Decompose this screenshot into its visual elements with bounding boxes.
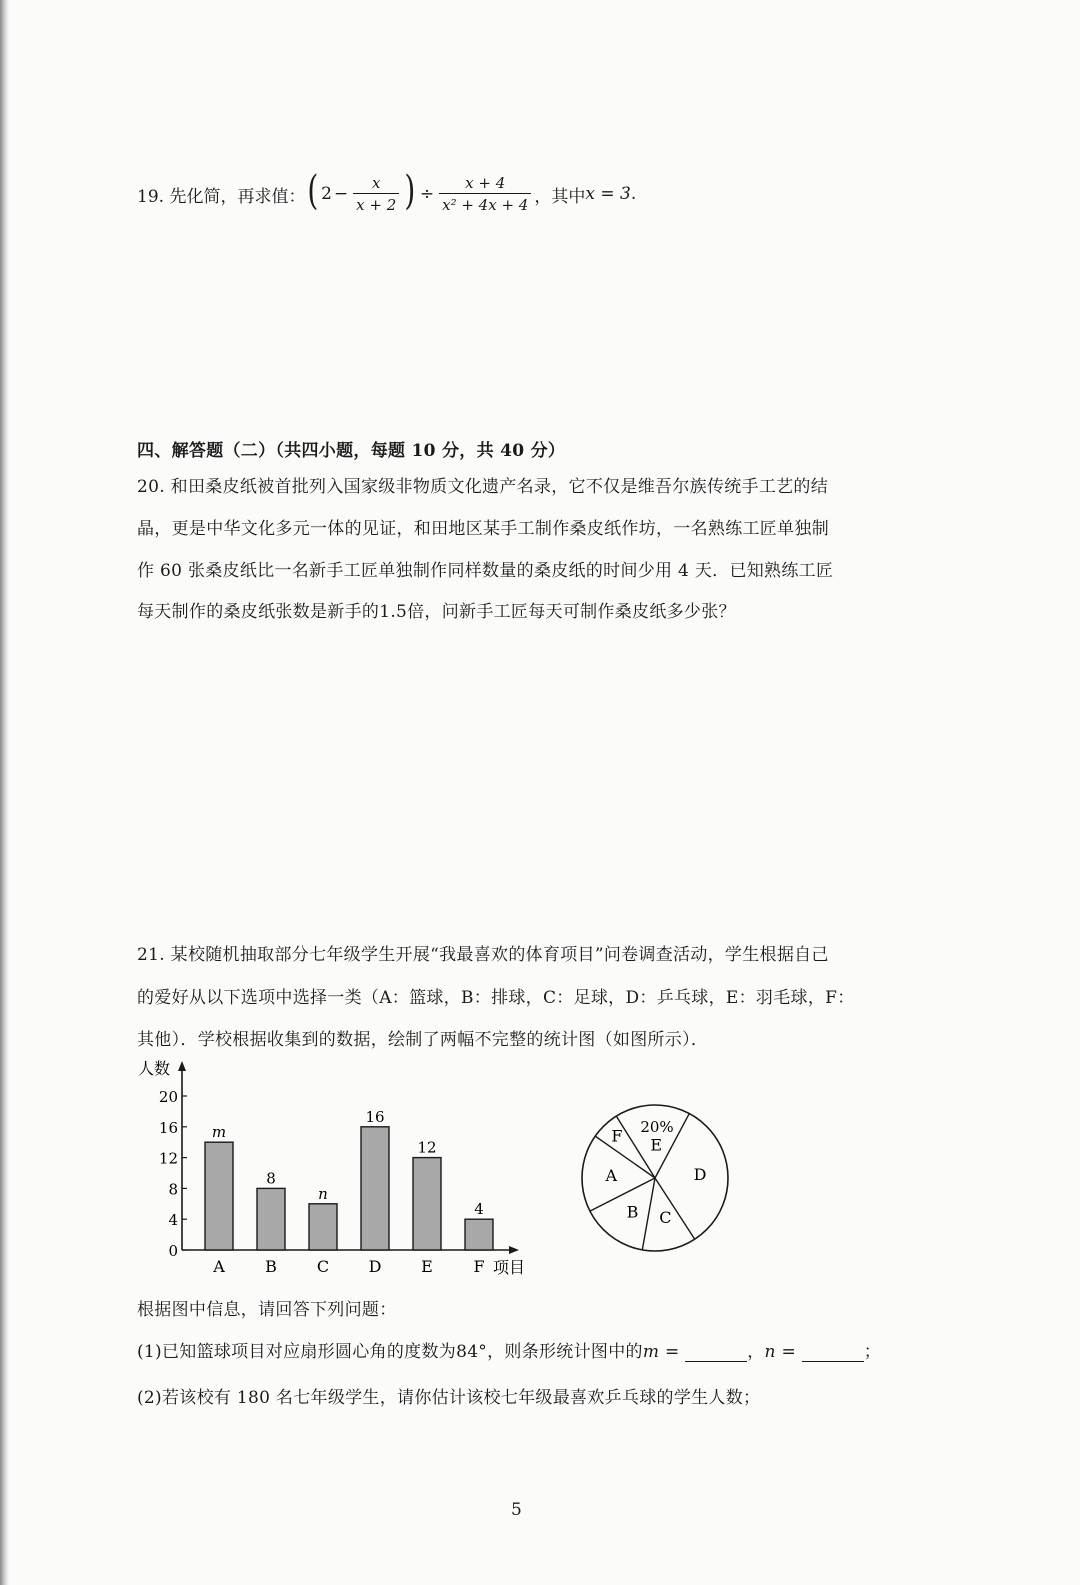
bar-chart — [120, 1055, 550, 1285]
pie-slice-label: D — [693, 1165, 707, 1185]
x-tick-label: E — [421, 1257, 433, 1276]
left-paren: ( — [307, 168, 319, 214]
y-tick-label: 20 — [158, 1088, 178, 1106]
bar — [465, 1219, 493, 1250]
bar — [309, 1204, 337, 1250]
x-axis-arrow — [509, 1246, 519, 1254]
bar — [257, 1188, 285, 1250]
page-number: 5 — [511, 1500, 522, 1520]
q20-line: 每天制作的桑皮纸张数是新手的1.5倍，问新手工匠每天可制作桑皮纸多少张？ — [137, 602, 736, 622]
question-19 — [137, 168, 636, 220]
fraction-denominator: x + 2 — [353, 193, 399, 214]
equals: = — [659, 1342, 686, 1362]
scan-edge-shadow — [0, 0, 9, 1585]
bar-value-label: 16 — [365, 1107, 385, 1126]
x-tick-label: F — [473, 1257, 485, 1276]
q19-two: 2 — [321, 184, 332, 204]
q19-divide: ÷ — [419, 184, 435, 204]
fraction-numerator: x — [371, 174, 381, 192]
fraction-numerator: x + 4 — [465, 174, 506, 192]
q19-condition: x = 3 — [585, 184, 631, 204]
semicolon: ； — [863, 1342, 882, 1362]
q19-minus: − — [333, 184, 349, 204]
answer-blank-n[interactable] — [802, 1343, 864, 1362]
q19-fraction-1 — [353, 174, 399, 214]
bar — [205, 1142, 233, 1250]
bar — [413, 1158, 441, 1250]
q20-line: 晶，更是中华文化多元一体的见证，和田地区某手工制作桑皮纸作坊，一名熟练工匠单独制 — [137, 519, 829, 539]
q19-fraction-2 — [439, 174, 531, 214]
y-tick-label: 12 — [158, 1149, 178, 1168]
bar-value-label: m — [211, 1123, 227, 1142]
pie-slice-label: E — [650, 1135, 663, 1155]
x-tick-label: B — [265, 1257, 277, 1276]
pie-slice-label: F — [611, 1126, 623, 1146]
fraction-denominator: x² + 4x + 4 — [439, 193, 531, 214]
part1-text: (1)已知篮球项目对应扇形圆心角的度数为84°，则条形统计图中的 — [137, 1342, 643, 1362]
q21-line: 21. 某校随机抽取部分七年级学生开展“我最喜欢的体育项目”问卷调查活动，学生根据自己 — [137, 945, 829, 965]
section-title: 四、解答题（二）（共四小题，每题 10 分，共 40 分） — [137, 441, 566, 461]
x-tick-label: C — [316, 1257, 330, 1276]
var-m: m — [642, 1342, 660, 1362]
q20-line: 20. 和田桑皮纸被首批列入国家级非物质文化遗产名录，它不仅是维吾尔族传统手工艺的结 — [137, 477, 829, 497]
q21-line: 的爱好从以下选项中选择一类（A：篮球，B：排球，C：足球，D：乒乓球，E：羽毛球，F： — [137, 988, 855, 1008]
pie-divider — [642, 1178, 655, 1250]
var-n: n — [764, 1342, 776, 1362]
x-axis-label: 项目 — [493, 1258, 526, 1277]
y-axis-label: 人数 — [138, 1059, 171, 1078]
bar-value-label: 4 — [474, 1200, 484, 1219]
q21-part-1 — [137, 1337, 881, 1362]
y-tick-label: 8 — [168, 1180, 178, 1199]
pie-slice-label: C — [659, 1207, 672, 1227]
y-axis-arrow — [178, 1061, 186, 1071]
y-tick-label: 4 — [168, 1211, 178, 1230]
answer-blank-m[interactable] — [685, 1343, 747, 1362]
q20-line: 作 60 张桑皮纸比一名新手工匠单独制作同样数量的桑皮纸的时间少用 4 天．已知熟练工匠 — [137, 561, 834, 581]
pie-divider — [590, 1178, 655, 1211]
bar-value-label: 12 — [417, 1138, 437, 1157]
pie-divider — [595, 1136, 655, 1178]
x-tick-label: A — [213, 1257, 225, 1276]
y-tick-label: 16 — [158, 1118, 178, 1137]
q21-prompt: 根据图中信息，请回答下列问题： — [137, 1300, 397, 1320]
q21-line: 其他）．学校根据收集到的数据，绘制了两幅不完整的统计图（如图所示）． — [137, 1030, 709, 1050]
right-paren: ) — [404, 168, 416, 214]
q19-prefix: 19. 先化简，再求值： — [137, 186, 306, 207]
equals: = — [775, 1342, 802, 1362]
q21-part-2: (2)若该校有 180 名七年级学生，请你估计该校七年级最喜欢乒乓球的学生人数； — [137, 1388, 761, 1408]
pie-slice-label: B — [626, 1202, 639, 1222]
bar — [361, 1127, 389, 1250]
pie-chart — [570, 1098, 740, 1268]
comma: ， — [747, 1342, 765, 1362]
pie-slice-label: A — [605, 1165, 618, 1185]
pie-percent-label: 20% — [640, 1117, 674, 1136]
bar-value-label: 8 — [266, 1169, 276, 1188]
y-tick-label: 0 — [168, 1242, 178, 1260]
x-tick-label: D — [368, 1257, 382, 1276]
bar-value-label: n — [318, 1184, 328, 1203]
q19-period: . — [630, 184, 637, 204]
q19-suffix: ，其中 — [534, 186, 586, 207]
